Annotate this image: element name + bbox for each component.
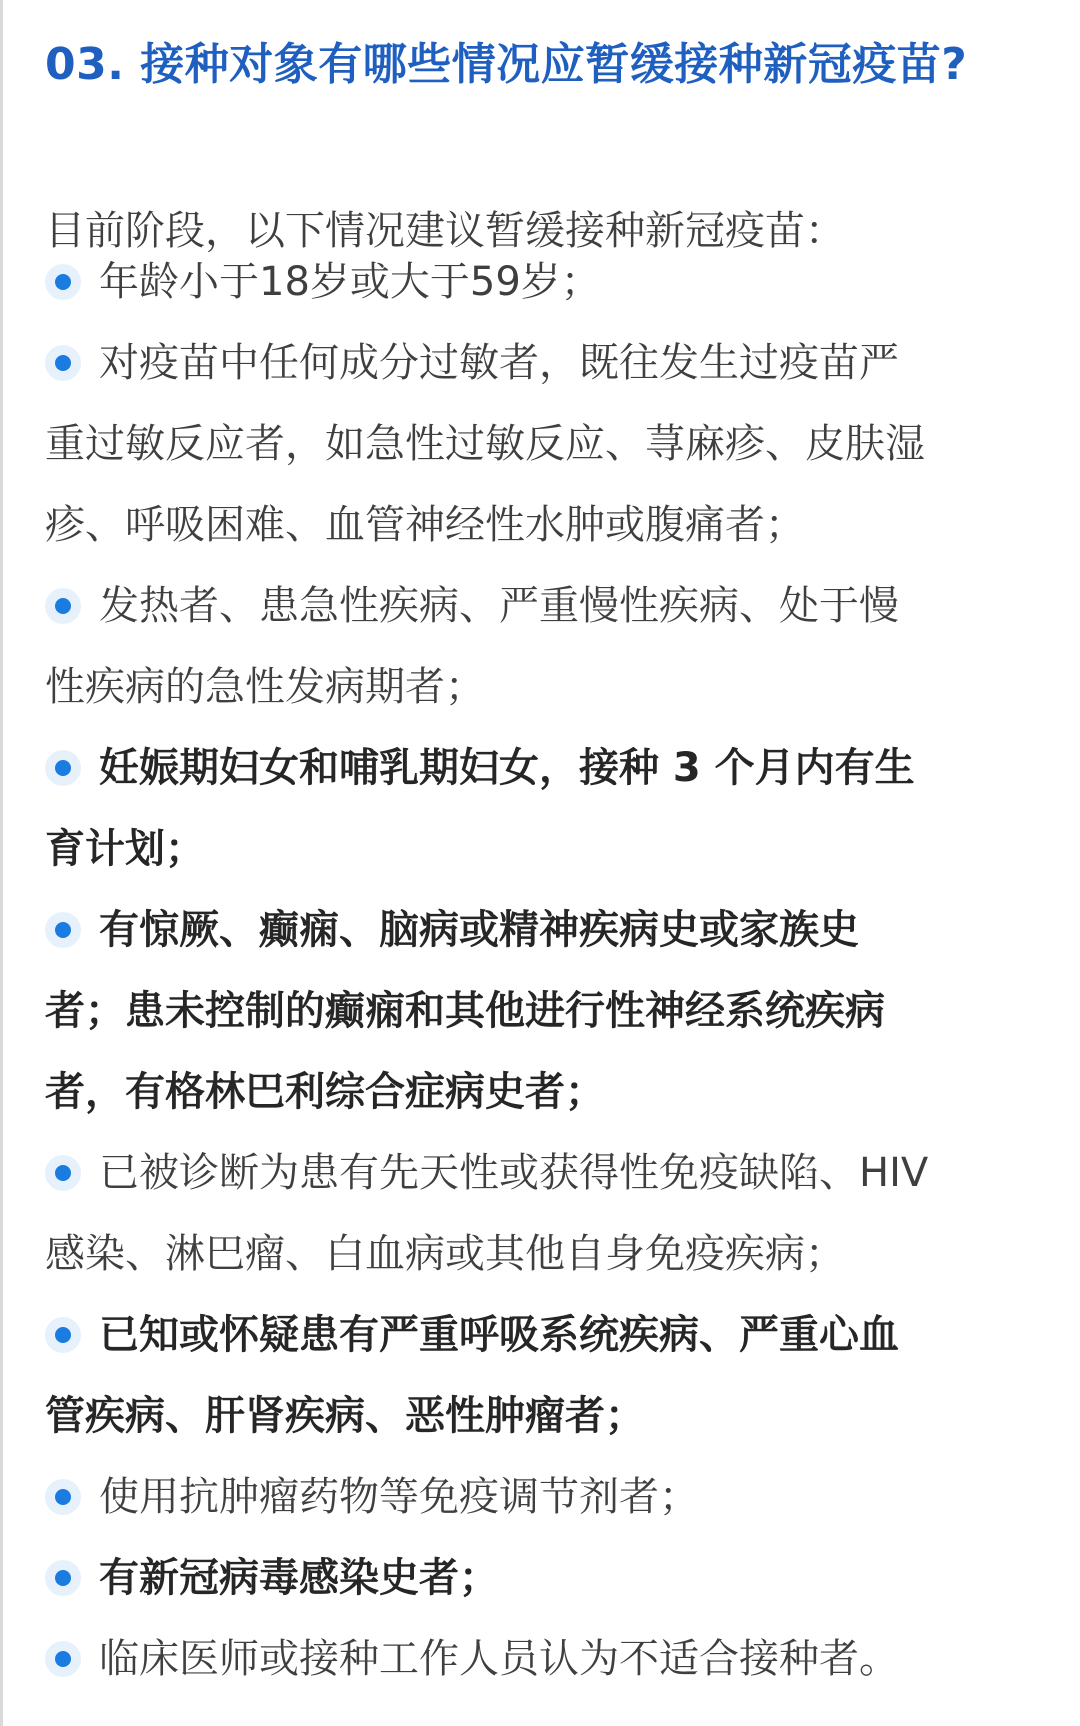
- list-item-line-text: 疹、呼吸困难、血管神经性水肿或腹痛者；: [45, 502, 805, 548]
- bullet-dot-icon: [45, 588, 81, 624]
- list-item: [45, 1295, 1035, 1457]
- list-item-line-text: 妊娠期妇女和哺乳期妇女，接种 3 个月内有生: [99, 745, 915, 791]
- list-item-line-text: 管疾病、肝肾疾病、恶性肿瘤者；: [45, 1393, 645, 1439]
- list-item-line-text: 年龄小于18岁或大于59岁；: [99, 259, 601, 305]
- bullet-dot-icon: [45, 264, 81, 300]
- list-item: [45, 242, 1035, 323]
- list-item-continuation: [45, 809, 1035, 890]
- list-item-text: [45, 242, 1035, 323]
- list-item-text: [45, 566, 1035, 647]
- list-item-line-text: 已知或怀疑患有严重呼吸系统疾病、严重心血: [99, 1312, 899, 1358]
- list-item: [45, 890, 1035, 1133]
- list-item-line-text: 有新冠病毒感染史者；: [99, 1555, 499, 1601]
- article-title: 03. 接种对象有哪些情况应暂缓接种新冠疫苗?: [45, 39, 968, 90]
- list-item-line-text: 者；患未控制的癫痫和其他进行性神经系统疾病: [45, 988, 885, 1034]
- list-item-continuation: [45, 1376, 1035, 1457]
- list-item: [45, 1133, 1035, 1295]
- list-item-line-text: 临床医师或接种工作人员认为不适合接种者。: [99, 1636, 899, 1682]
- list-item-continuation: [45, 647, 1035, 728]
- list-item-line-text: 重过敏反应者，如急性过敏反应、荨麻疹、皮肤湿: [45, 421, 925, 467]
- bullet-dot-icon: [45, 1317, 81, 1353]
- list-item-continuation: [45, 485, 1035, 566]
- list-item-line-text: 发热者、患急性疾病、严重慢性疾病、处于慢: [99, 583, 899, 629]
- bullet-dot-icon: [45, 750, 81, 786]
- list-item-text: [45, 323, 1035, 404]
- intro-text: 目前阶段，以下情况建议暂缓接种新冠疫苗：: [45, 208, 845, 254]
- list-item-text: [45, 728, 1035, 809]
- list-item-line-text: 者，有格林巴利综合症病史者；: [45, 1069, 605, 1115]
- list-item: [45, 323, 1035, 566]
- list-item-text: [45, 1538, 1035, 1619]
- bullet-dot-icon: [45, 1641, 81, 1677]
- list-item-line-text: 育计划；: [45, 826, 205, 872]
- list-item-line-text: 有惊厥、癫痫、脑病或精神疾病史或家族史: [99, 907, 859, 953]
- list-item-text: [45, 1457, 1035, 1538]
- list-item-line-text: 性疾病的急性发病期者；: [45, 664, 485, 710]
- list-item-text: [45, 890, 1035, 971]
- list-item-line-text: 感染、淋巴瘤、白血病或其他自身免疫疾病；: [45, 1231, 845, 1277]
- bullet-dot-icon: [45, 1560, 81, 1596]
- bullet-dot-icon: [45, 1479, 81, 1515]
- list-item: [45, 1619, 1035, 1700]
- list-item: [45, 566, 1035, 728]
- list-item-line-text: 使用抗肿瘤药物等免疫调节剂者；: [99, 1474, 699, 1520]
- bullet-dot-icon: [45, 1155, 81, 1191]
- list-item: [45, 728, 1035, 890]
- left-border: [0, 0, 3, 1726]
- list-item-text: [45, 1619, 1035, 1700]
- list-item-line-text: 已被诊断为患有先天性或获得性免疫缺陷、HIV: [99, 1150, 929, 1196]
- list-item-continuation: [45, 404, 1035, 485]
- bullet-dot-icon: [45, 345, 81, 381]
- list-item: [45, 1457, 1035, 1538]
- list-item-text: [45, 1133, 1035, 1214]
- list-item-continuation: [45, 1052, 1035, 1133]
- list-item-line-text: 对疫苗中任何成分过敏者，既往发生过疫苗严: [99, 340, 899, 386]
- list-item-continuation: [45, 971, 1035, 1052]
- list-item: [45, 1538, 1035, 1619]
- bullet-dot-icon: [45, 912, 81, 948]
- list-item-continuation: [45, 1214, 1035, 1295]
- list-item-text: [45, 1295, 1035, 1376]
